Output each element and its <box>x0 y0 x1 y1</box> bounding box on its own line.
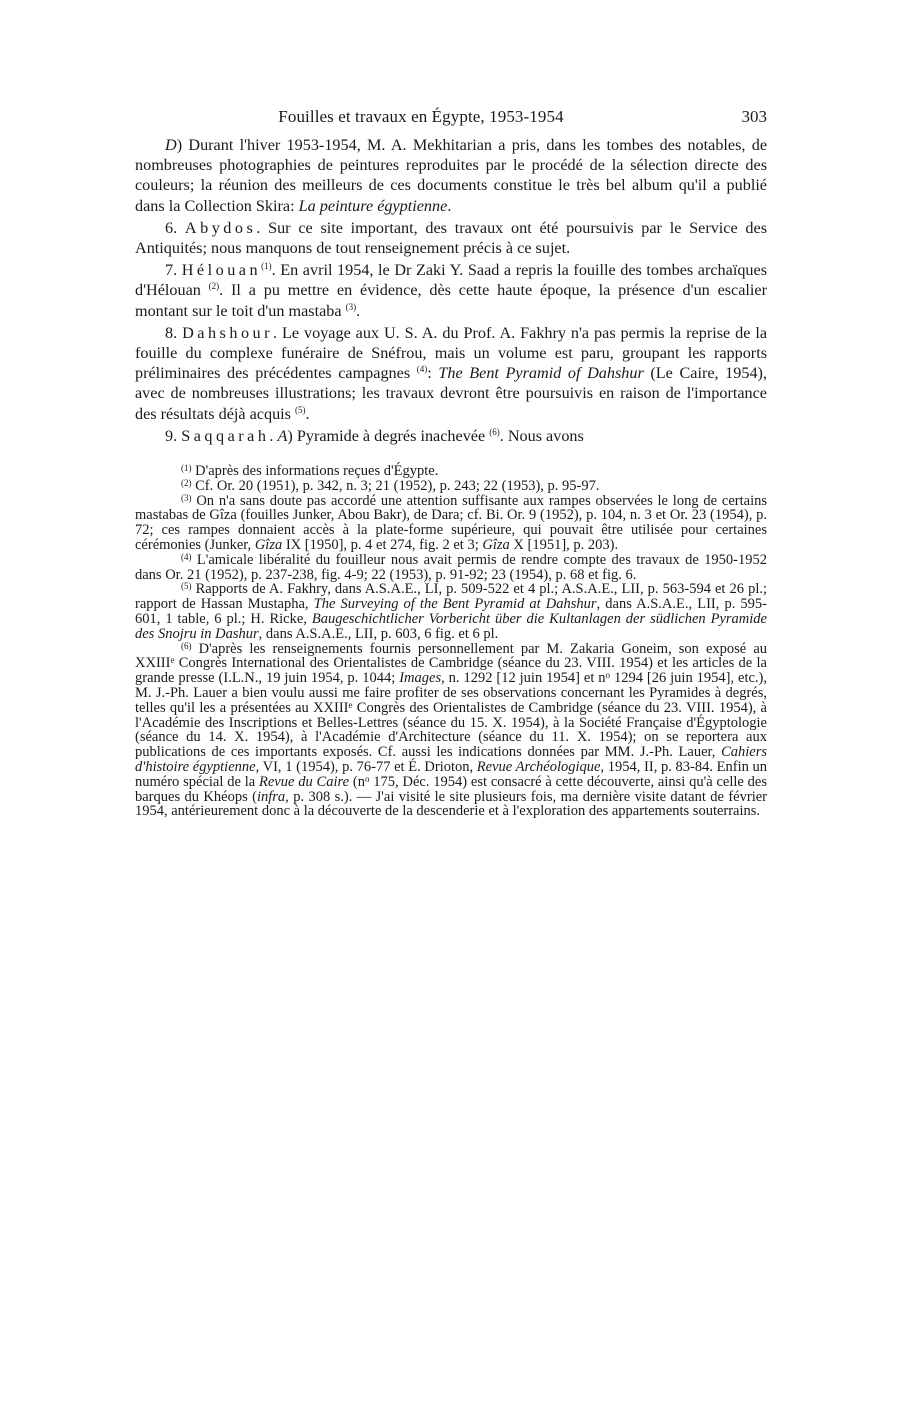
site-heading-abydos: Abydos <box>184 218 257 237</box>
site-heading-dahshour: Dahshour <box>182 323 274 342</box>
footnote-4: $^{(4)}$ L'amicale libéralité du fouilleur nous avait permis de rendre compte des travaux de 1950-1952 dans Or. 21 (1952), p. 237-238, fig. 4-9; 22 (1953), p. 91-92; 23 (1954), p. 68 et fig. 6. <box>135 551 767 583</box>
page <box>135 105 767 819</box>
paragraph-helouan: 7. Hélouan$^{(1)}$. En avril 1954, le Dr Zaki Y. Saad a repris la fouille des tombes archaïques d'Hélouan $^{(2)}$. Il a pu mettre en évidence, dès cette haute époque, la présence d'un escalier montant sur le toit d'un mastaba $^{(3)}$. <box>135 261 767 320</box>
running-title: Fouilles et travaux en Égypte, 1953-1954 <box>278 107 564 126</box>
footnote-1: $^{(1)}$ D'après des informations reçues d'Égypte. <box>181 463 439 480</box>
site-heading-helouan: Hélouan <box>181 261 262 280</box>
footnote-ref: (1) <box>261 261 272 272</box>
footnotes <box>135 464 767 819</box>
body-text <box>135 135 767 446</box>
footnote-ref: (4) <box>416 364 428 375</box>
paragraph-dahshour: 8. Dahshour. Le voyage aux U. S. A. du Prof. A. Fakhry n'a pas permis la reprise de la fouille du complexe funéraire de Snéfrou, mais un volume est paru, groupant les rapports préliminaires des précédentes campagnes $^{(4)}$: The Bent Pyramid of Dahshur (Le Caire, 1954), avec de nombreuses illustrations; les travaux devront être poursuivis en raison de l'importance des résultats déjà acquis $^{(5)}$. <box>135 323 768 423</box>
running-header <box>135 105 767 135</box>
paragraph-saqqarah: 9. Saqqarah. A) Pyramide à degrés inachevée $^{(6)}$. Nous avons <box>165 426 584 445</box>
footnote-5: $^{(5)}$ Rapports de A. Fakhry, dans A.S.A.E., LI, p. 509-522 et 4 pl.; A.S.A.E., LII, p. 563-594 et 26 pl.; rapport de Hassan Mustapha, The Surveying of the Bent Pyramid at Dahshur, dans A.S.A.E., LII, p. 595-601, 1 table, 6 pl.; H. Ricke, Baugeschichtlicher Vorbericht über die Kultanlagen der südlichen Pyramide des Snojru in Dashur, dans A.S.A.E., LII, p. 603, 6 fig. et 6 pl. <box>135 581 767 642</box>
footnote-ref: (5) <box>295 404 306 415</box>
paragraph-abydos: 6. Abydos. Sur ce site important, des travaux ont été poursuivis par le Service des Antiquités; nous manquons de tout renseignement précis à ce sujet. <box>135 218 768 258</box>
site-heading-saqqarah: Saqqarah <box>181 426 270 445</box>
page-number: 303 <box>741 107 767 126</box>
footnote-ref: (2) <box>208 281 220 292</box>
footnote-ref: (6) <box>489 426 500 437</box>
footnote-2: $^{(2)}$ Cf. Or. 20 (1951), p. 342, n. 3; 21 (1952), p. 243; 22 (1953), p. 95-97. <box>181 477 600 494</box>
footnote-3: $^{(3)}$ On n'a sans doute pas accordé une attention suffisante aux rampes observées le long de certains mastabas de Gîza (fouilles Junker, Abou Bakr), de Dara; cf. Bi. Or. 9 (1952), p. 104, n. 3 et Or. 23 (1954), p. 72; ces rampes donnaient accès à la plate-forme supérieure, qui pouvait être utilisée pour certaines cérémonies (Junker, Gîza IX [1950], p. 4 et 274, fig. 2 et 3; Gîza X [1951], p. 203). <box>135 492 767 554</box>
paragraph-thebes-d: D) Durant l'hiver 1953-1954, M. A. Mekhitarian a pris, dans les tombes des notables, de nombreuses photographies de peintures reproduites par le procédé de la sélection directe des couleurs; la réunion des meilleurs de ces documents constitue le très bel album qu'il a publié dans la Collection Skira: La peinture égyptienne. <box>135 136 767 215</box>
footnote-6: $^{(6)}$ D'après les renseignements fournis personnellement par M. Zakaria Goneim, son exposé au XXIIIe Congrès International des Orientalistes de Cambridge (séance du 23. VIII. 1954) et les articles de la grande presse (I.L.N., 19 juin 1954, p. 1044; Images, n. 1292 [12 juin 1954] et $n^o$ 1294 [26 juin 1954], etc.), M. J.-Ph. Lauer a bien voulu aussi me faire profiter de ses observations concernant les Pyramides à degrés, telles qu'il les a présentées au XXIIIe Congrès des Orientalistes de Cambridge (séance du 23. VIII. 1954), à l'Académie des Inscriptions et Belles-Lettres (séance du 15. X. 1954), à la Société Française d'Égyptologie (séance du 14. X. 1954), à l'Académie d'Architecture (séance du 11. X. 1954); on se reportera aux publications de ces importants exposés. Cf. aussi les indications données par MM. J.-Ph. Lauer, Cahiers d'histoire égyptienne, VI, 1 (1954), p. 76-77 et É. Drioton, Revue Archéologique, 1954, II, p. 83-84. Enfin un numéro spécial de la Revue du Caire ($n^o$ 175, Déc. 1954) est consacré à cette découverte, ainsi qu'à celle des barques du Khéops (infra, p. 308 s.). — J'ai visité le site plusieurs fois, ma dernière visite datant de février 1954, antérieurement donc à la découverte de la descenderie et à l'exploration des appartements souterrains. <box>135 640 768 820</box>
footnote-ref: (3) <box>345 301 357 312</box>
